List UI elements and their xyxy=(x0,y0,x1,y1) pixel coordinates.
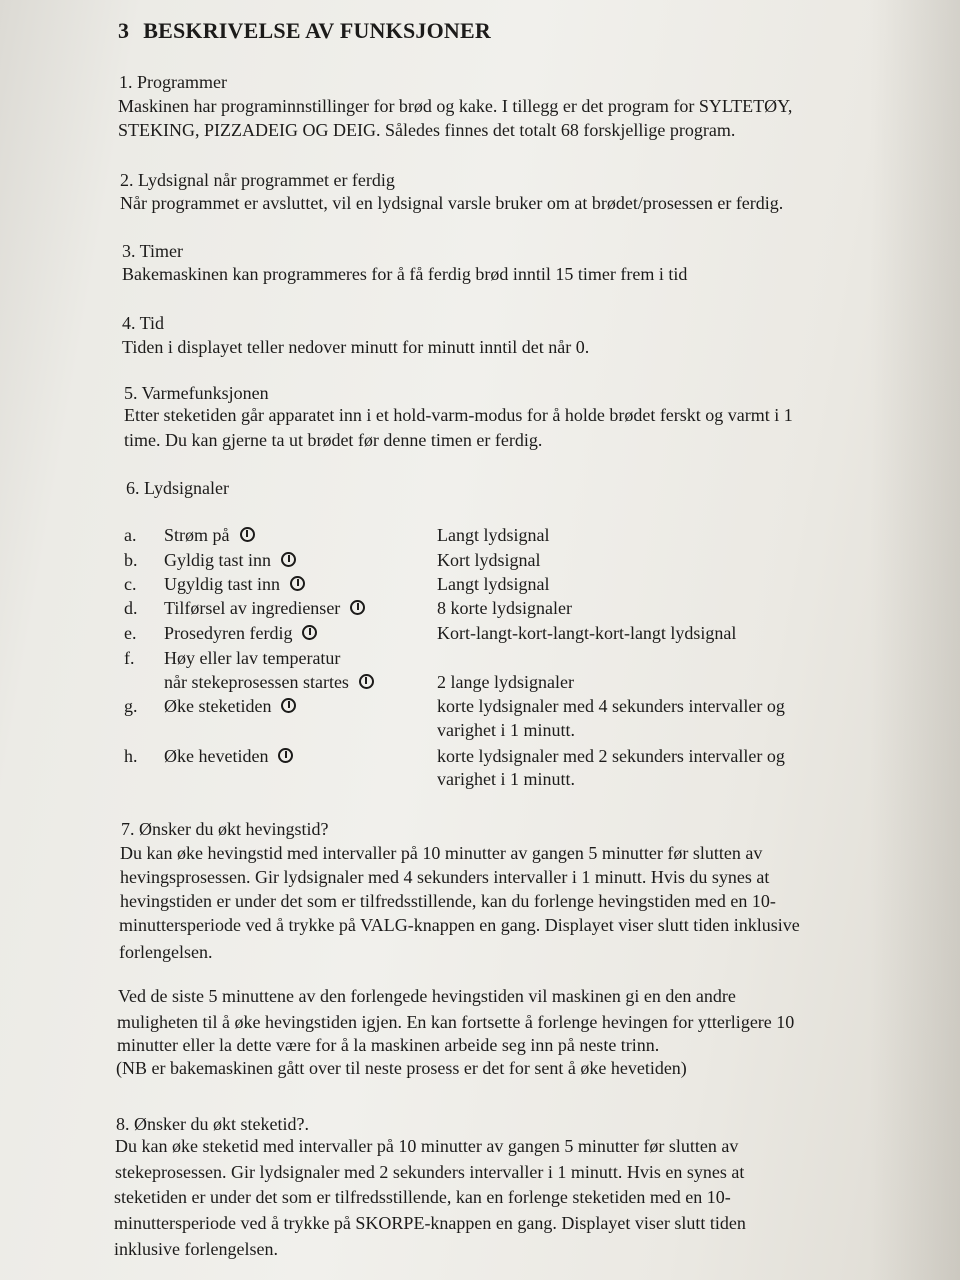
lydsignaler-title: 6. Lydsignaler xyxy=(126,478,229,498)
signal-label: Ugyldig tast inn xyxy=(164,574,305,595)
signal-description: korte lydsignaler med 4 sekunders intervaller og xyxy=(437,696,785,716)
signal-description: 8 korte lydsignaler xyxy=(437,598,572,618)
hevingstid-title: 7. Ønsker du økt hevingstid? xyxy=(121,819,329,839)
signal-letter: h. xyxy=(124,746,138,766)
signal-description: 2 lange lydsignaler xyxy=(437,672,574,692)
signal-description: Kort-langt-kort-langt-kort-langt lydsignal xyxy=(437,623,737,643)
varmefunksjonen-title: 5. Varmefunksjonen xyxy=(124,383,269,403)
hevingstid-para2-line-4: (NB er bakemaskinen gått over til neste prosess er det for sent å øke hevetiden) xyxy=(116,1058,687,1078)
steketid-line-2: stekeprosessen. Gir lydsignaler med 2 sekunders intervaller i 1 minutt. Hvis en synes at xyxy=(115,1162,745,1182)
signal-label: Gyldig tast inn xyxy=(164,550,296,571)
power-icon xyxy=(240,527,255,542)
signal-description-continued: varighet i 1 minutt. xyxy=(437,720,575,740)
lydsignal-ferdig-line-1: Når programmet er avsluttet, vil en lydsignal varsle bruker om at brødet/prosessen er ferdig. xyxy=(120,193,784,213)
heading-title: BESKRIVELSE AV FUNKSJONER xyxy=(143,18,491,43)
signal-letter: b. xyxy=(124,550,138,570)
varmefunksjonen-line-1: Etter steketiden går apparatet inn i et hold-varm-modus for å holde brødet ferskt og varmt i 1 xyxy=(124,405,793,425)
signal-letter: e. xyxy=(124,623,137,643)
lydsignal-ferdig-title: 2. Lydsignal når programmet er ferdig xyxy=(120,170,395,190)
signal-label: Strøm på xyxy=(164,525,255,546)
hevingstid-line-3: hevingstiden er under det som er tilfredsstillende, kan du forlenge hevingstiden med en 10- xyxy=(120,891,776,911)
steketid-line-5: inklusive forlengelsen. xyxy=(114,1239,278,1259)
section-heading xyxy=(118,18,491,44)
signal-description: Kort lydsignal xyxy=(437,550,541,570)
programmer-title: 1. Programmer xyxy=(119,72,227,92)
heading-number: 3 xyxy=(118,18,130,43)
signal-label: Øke hevetiden xyxy=(164,746,293,767)
tid-line-1: Tiden i displayet teller nedover minutt for minutt inntil det når 0. xyxy=(122,337,590,357)
signal-label: Øke steketiden xyxy=(164,696,296,717)
hevingstid-line-1: Du kan øke hevingstid med intervaller på 10 minutter av gangen 5 minutter før slutten av xyxy=(120,843,763,863)
tid-title: 4. Tid xyxy=(122,313,165,333)
signal-letter: d. xyxy=(124,598,138,618)
power-icon xyxy=(359,674,374,689)
signal-letter: f. xyxy=(124,648,135,668)
signal-label-continued: når stekeprosessen startes xyxy=(164,672,374,693)
timer-line-1: Bakemaskinen kan programmeres for å få ferdig brød inntil 15 timer frem i tid xyxy=(122,264,688,284)
signal-label: Prosedyren ferdig xyxy=(164,623,317,644)
signal-description: Langt lydsignal xyxy=(437,525,550,545)
steketid-line-1: Du kan øke steketid med intervaller på 10 minutter av gangen 5 minutter før slutten av xyxy=(115,1136,739,1156)
steketid-line-3: steketiden er under det som er tilfredsstillende, kan en forlenge steketiden med en 10- xyxy=(114,1187,731,1207)
signal-description: Langt lydsignal xyxy=(437,574,550,594)
hevingstid-para2-line-2: muligheten til å øke hevingstiden igjen. En kan fortsette å forlenge hevingen for ytterligere 10 xyxy=(117,1012,795,1032)
signal-description: korte lydsignaler med 2 sekunders intervaller og xyxy=(437,746,785,766)
signal-letter: c. xyxy=(124,574,137,594)
power-icon xyxy=(302,625,317,640)
power-icon xyxy=(278,748,293,763)
programmer-line-2: STEKING, PIZZADEIG OG DEIG. Således finnes det totalt 68 forskjellige program. xyxy=(118,120,736,140)
power-icon xyxy=(350,600,365,615)
power-icon xyxy=(281,552,296,567)
signal-label: Høy eller lav temperatur xyxy=(164,648,341,668)
signal-letter: g. xyxy=(124,696,138,716)
power-icon xyxy=(281,698,296,713)
timer-title: 3. Timer xyxy=(122,241,184,261)
programmer-line-1: Maskinen har programinnstillinger for brød og kake. I tillegg er det program for SYLTETØY, xyxy=(118,96,793,116)
steketid-line-4: minuttersperiode ved å trykke på SKORPE-knappen en gang. Displayet viser slutt tiden xyxy=(114,1213,746,1233)
steketid-title: 8. Ønsker du økt steketid?. xyxy=(116,1114,309,1134)
hevingstid-line-4: minuttersperiode ved å trykke på VALG-knappen en gang. Displayet viser slutt tiden inklusive xyxy=(119,915,800,935)
hevingstid-para2-line-3: minutter eller la dette være for å la maskinen arbeide seg inn på neste trinn. xyxy=(117,1035,660,1055)
signal-description-continued: varighet i 1 minutt. xyxy=(437,769,575,789)
hevingstid-line-2: hevingsprosessen. Gir lydsignaler med 4 sekunders intervaller i 1 minutt. Hvis du synes at xyxy=(120,867,770,887)
hevingstid-para2-line-1: Ved de siste 5 minuttene av den forlengede hevingstiden vil maskinen gi en den andre xyxy=(118,986,736,1006)
signal-letter: a. xyxy=(124,525,137,545)
varmefunksjonen-line-2: time. Du kan gjerne ta ut brødet før denne timen er ferdig. xyxy=(124,430,543,450)
signal-label: Tilførsel av ingredienser xyxy=(164,598,365,619)
power-icon xyxy=(290,576,305,591)
hevingstid-line-5: forlengelsen. xyxy=(119,942,213,962)
